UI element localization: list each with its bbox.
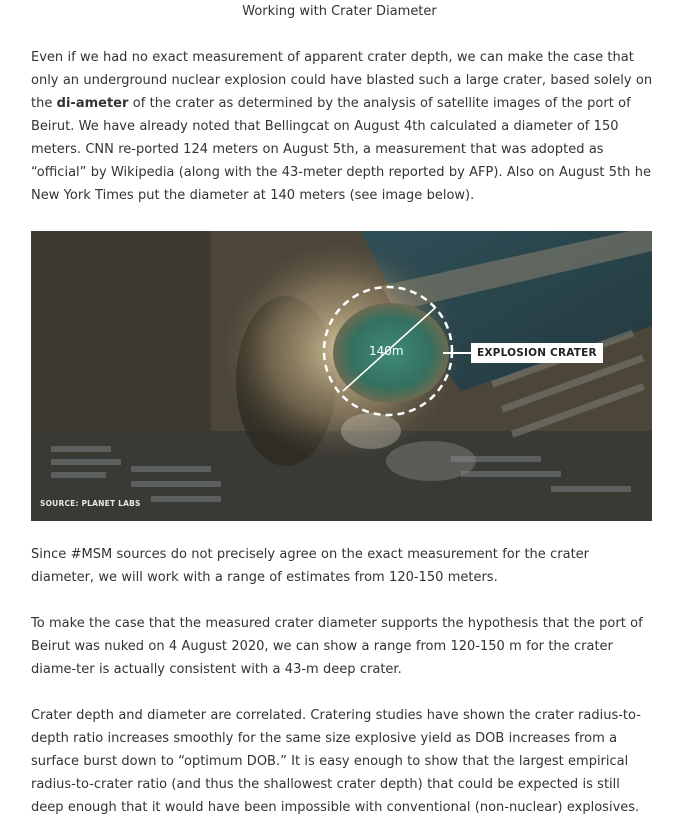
paragraph-text: of the crater as determined by the analysis of satellite images of the port of Beirut. We have already noted that Bellingcat on August 4th calculated a diameter of 150 meters. CNN re-ported 124 meters on August 5th, a measurement that was adopted as “official” by Wikipedia (along with the 43-meter depth reported by AFP). Also on August 5th he New York Times put the diameter at 140 meters (see image below). bbox=[31, 96, 651, 203]
paragraph-diameter-intro bbox=[31, 46, 653, 207]
explosion-crater-label: EXPLOSION CRATER bbox=[471, 343, 603, 363]
image-source-credit: SOURCE: PLANET LABS bbox=[40, 499, 141, 508]
callout-line bbox=[443, 352, 471, 354]
paragraph-range-estimate: Since #MSM sources do not precisely agree on the exact measurement for the crater diameter, we will work with a range of estimates from 120-150 meters. bbox=[31, 547, 590, 585]
paragraph-correlation: Crater depth and diameter are correlated. Cratering studies have shown the crater radius-to-depth ratio increases smoothly for the same size explosive yield as DOB increases from a surface burst down to “optimum DOB.” It is easy enough to show that the largest empirical radius-to-crater ratio (and thus the shallowest crater depth) that could be expected is still deep enough that it would have been impossible with conventional (non-nuclear) explosives. bbox=[31, 708, 641, 815]
article-heading: Working with Crater Diameter bbox=[242, 4, 437, 19]
emphasis-diameter: di-ameter bbox=[56, 96, 129, 111]
paragraph-text: Even if we had no exact measurement of apparent crater depth, we can make the case that only an underground nuclear explosion could have blasted such a large crater, based solely on the bbox=[31, 50, 653, 111]
crater-diameter-label: 140m bbox=[369, 344, 404, 358]
satellite-image bbox=[31, 231, 652, 521]
satellite-image-graphic bbox=[31, 231, 652, 521]
paragraph-hypothesis: To make the case that the measured crater diameter supports the hypothesis that the port of Beirut was nuked on 4 August 2020, we can show a range from 120-150 m for the crater diame-ter is actually consistent with a 43-m deep crater. bbox=[31, 616, 643, 677]
